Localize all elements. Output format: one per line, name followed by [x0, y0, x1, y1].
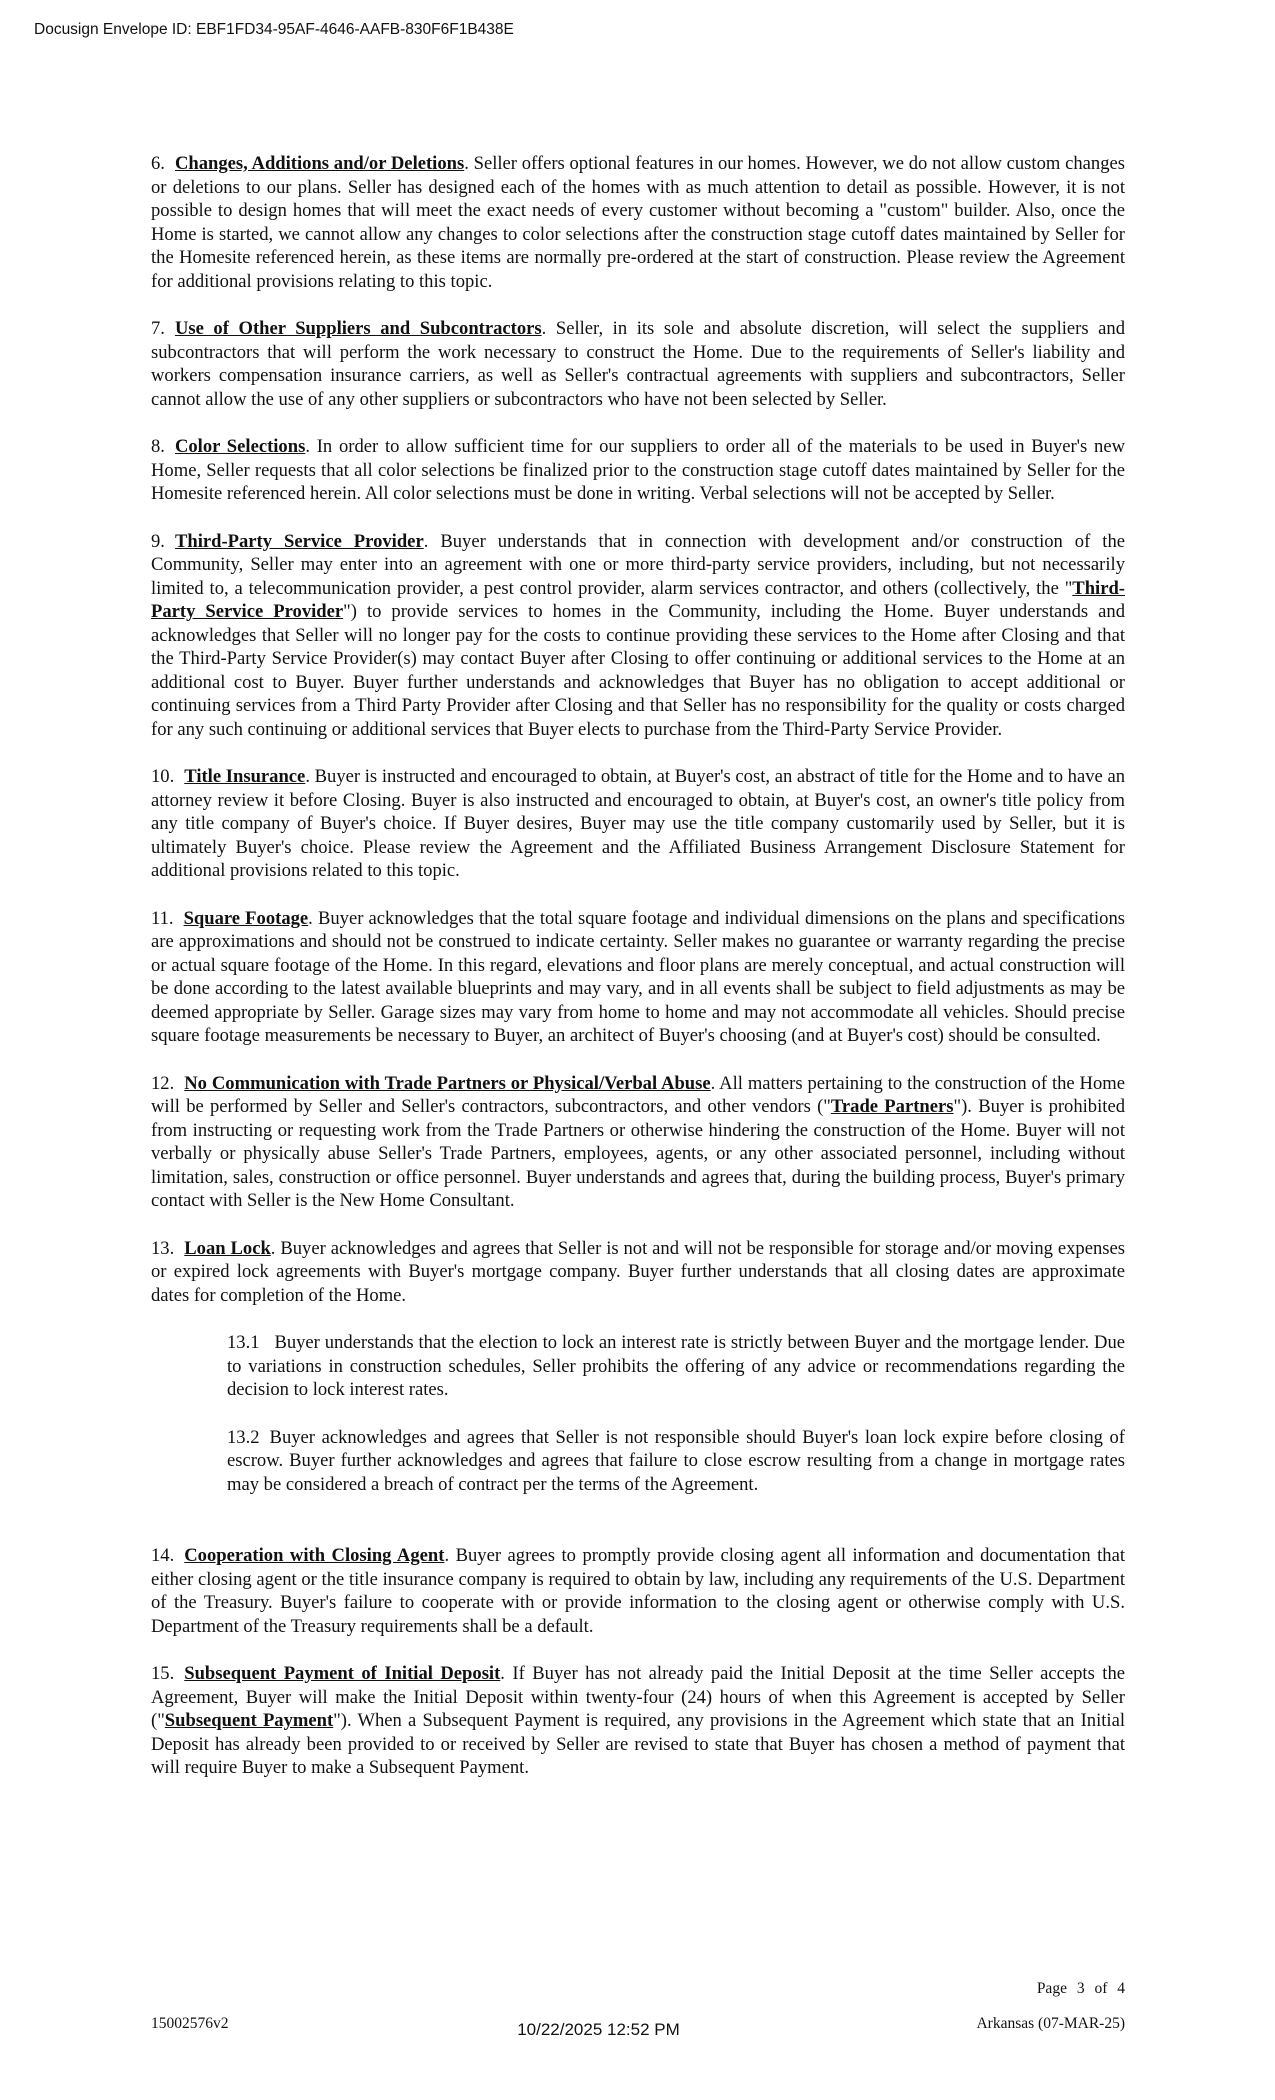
section-heading: Use of Other Suppliers and Subcontractors [174, 318, 542, 339]
defined-term: Subsequent Payment [164, 1710, 334, 1731]
section-heading: Third-Party Service Provider [174, 530, 424, 552]
state-form-label: Arkansas (07-MAR-25) [976, 2015, 1125, 2032]
section-12: 12. No Communication with Trade Partners or Physical/Verbal Abuse. All matters pertaining to the construction of the Home will be performed by Seller and Seller's contractors, subcontractors, and other vendors ("Trade Partners"). Buyer is prohibited from instructing or requesting work from the Trade Partners or otherwise hindering the construction of the Home. Buyer will not verbally or physically abuse Seller's Trade Partners, employees, agents, or any other associated personnel, including without limitation, sales, construction or office personnel. Buyer understands and agrees that, during the building process, Buyer's primary contact with Seller is the New Home Consultant. [151, 1072, 1126, 1211]
section-heading: Changes, Additions and/or Deletions [174, 153, 465, 174]
defined-term: Trade Partners [830, 1096, 954, 1117]
document-code: 15002576v2 [151, 2015, 229, 2032]
section-heading: Subsequent Payment of Initial Deposit [184, 1663, 501, 1684]
section-10: 10. Title Insurance. Buyer is instructed and encouraged to obtain, at Buyer's cost, an abstract of title for the Home and to have an attorney review it before Closing. Buyer is also instructed and encouraged to obtain, at Buyer's cost, an owner's title policy from any title company of Buyer's choice. If Buyer desires, Buyer may use the title company customarily used by Seller, but it is ultimately Buyer's choice. Please review the Agreement and the Affiliated Business Arrangement Disclosure Statement for additional provisions related to this topic. [151, 766, 1125, 881]
defined-term: Third-Party Service Provider [151, 577, 1125, 622]
section-7: 7. Use of Other Suppliers and Subcontractors. Seller, in its sole and absolute discretion, will select the suppliers and subcontractors that will perform the work necessary to construct the Home. Due to the requirements of Seller's liability and workers compensation insurance carriers, as well as Seller's contractual agreements with suppliers and subcontractors, Seller cannot allow the use of any other suppliers or subcontractors who have not been selected by Seller. [151, 318, 1126, 410]
section-11: 11. Square Footage. Buyer acknowledges that the total square footage and individual dimensions on the plans and specifications are approximations and should not be construed to indicate certainty. Seller makes no guarantee or warranty regarding the precise or actual square footage of the Home. In this regard, elevations and floor plans are merely conceptual, and actual construction will be done according to the latest available blueprints and may vary, and in all events shall be subject to field adjustments as may be deemed appropriate by Seller. Garage sizes may vary from home to home and may not accommodate all vehicles. Should precise square footage measurements be necessary to Buyer, an architect of Buyer's choosing (and at Buyer's cost) should be consulted. [151, 907, 1125, 1046]
subsection-13-1: 13.1 Buyer understands that the election to lock an interest rate is strictly between Buyer and the mortgage lender. Due to variations in construction schedules, Seller prohibits the offering of any advice or recommendations regarding the decision to lock interest rates. [227, 1332, 1125, 1400]
envelope-id: Docusign Envelope ID: EBF1FD34-95AF-4646-AAFB-830F6F1B438E [34, 21, 514, 38]
section-9: 9. Third-Party Service Provider. Buyer understands that in connection with development and/or construction of the Community, Seller may enter into an agreement with one or more third-party service providers, including, but not necessarily limited to, a telecommunication provider, a pest control provider, alarm services contractor, and others (collectively, the "Third-Party Service Provider") to provide services to homes in the Community, including the Home. Buyer understands and acknowledges that Seller will no longer pay for the costs to continue providing these services to the Home after Closing and that the Third-Party Service Provider(s) may contact Buyer after Closing to offer continuing or additional services to the Home at an additional cost to Buyer. Buyer further understands and acknowledges that Buyer has no obligation to accept additional or continuing services from a Third Party Provider after Closing and that Seller has no responsibility for the quality or costs charged for any such continuing or additional services that Buyer elects to purchase from the Third-Party Service Provider. [151, 530, 1125, 740]
document-body [151, 152, 1125, 1804]
section-13: 13. Loan Lock. Buyer acknowledges and agrees that Seller is not and will not be responsible for storage and/or moving expenses or expired lock agreements with Buyer's mortgage company. Buyer further understands that all closing dates are approximate dates for completion of the Home. [151, 1237, 1125, 1306]
section-15: 15. Subsequent Payment of Initial Deposit. If Buyer has not already paid the Initial Deposit at the time Seller accepts the Agreement, Buyer will make the Initial Deposit within twenty-four (24) hours of when this Agreement is accepted by Seller ("Subsequent Payment"). When a Subsequent Payment is required, any provisions in the Agreement which state that an Initial Deposit has already been provided to or received by Seller are revised to state that Buyer has chosen a method of payment that will require Buyer to make a Subsequent Payment. [151, 1663, 1125, 1778]
section-heading: No Communication with Trade Partners or Physical/Verbal Abuse [184, 1072, 711, 1094]
page-number: Page 3 of 4 [1036, 1980, 1125, 1997]
section-14: 14. Cooperation with Closing Agent. Buyer agrees to promptly provide closing agent all information and documentation that either closing agent or the title insurance company is required to obtain by law, including any requirements of the U.S. Department of the Treasury. Buyer's failure to cooperate with or provide information to the closing agent or otherwise comply with U.S. Department of the Treasury requirements shall be a default. [151, 1545, 1125, 1637]
section-heading: Square Footage [183, 907, 309, 929]
section-8: 8. Color Selections. In order to allow sufficient time for our suppliers to order all of the materials to be used in Buyer's new Home, Seller requests that all color selections be finalized prior to the construction stage cutoff dates maintained by Seller for the Homesite referenced herein. All color selections must be done in writing. Verbal selections will not be accepted by Seller. [151, 436, 1126, 504]
section-heading: Cooperation with Closing Agent [184, 1545, 445, 1566]
section-6: 6. Changes, Additions and/or Deletions. Seller offers optional features in our homes. However, we do not allow custom changes or deletions to our plans. Seller has designed each of the homes with as much attention to detail as possible. However, it is not possible to design homes that will meet the exact needs of every customer without becoming a "custom" builder. Also, once the Home is started, we cannot allow any changes to color selections after the construction stage cutoff dates maintained by Seller for the Homesite referenced herein, as these items are normally pre-ordered at the start of construction. Please review the Agreement for additional provisions relating to this topic. [151, 153, 1125, 292]
section-heading: Color Selections [174, 436, 306, 457]
section-heading: Title Insurance [184, 766, 306, 787]
subsection-13-2: 13.2 Buyer acknowledges and agrees that Seller is not responsible should Buyer's loan lock expire before closing of escrow. Buyer further acknowledges and agrees that failure to close escrow resulting from a change in mortgage rates may be considered a breach of contract per the terms of the Agreement. [227, 1426, 1125, 1495]
section-heading: Loan Lock [184, 1237, 271, 1259]
signature-timestamp: 10/22/2025 12:52 PM [517, 2020, 680, 2039]
